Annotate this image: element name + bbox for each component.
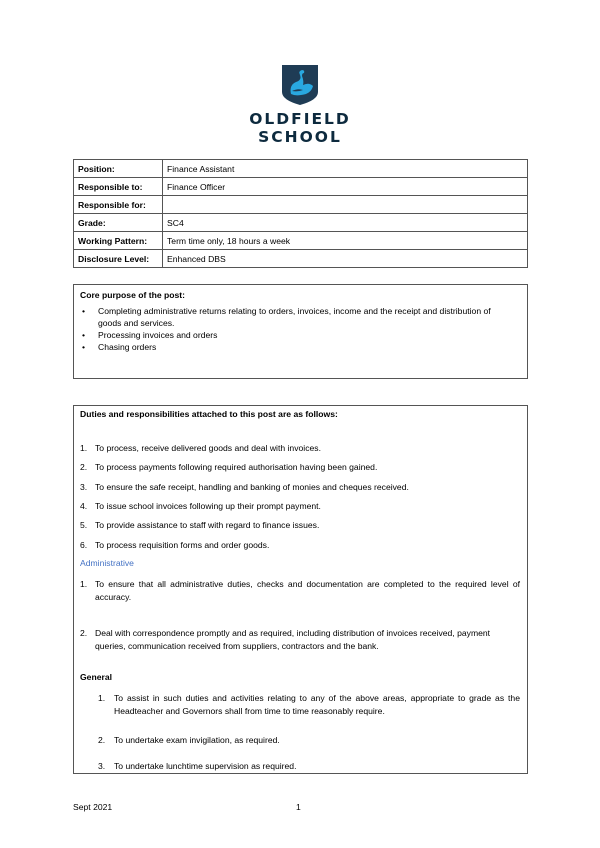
info-value: Finance Officer (163, 178, 528, 196)
info-key: Working Pattern: (74, 232, 163, 250)
table-row (74, 160, 528, 178)
general-heading: General (80, 672, 113, 682)
school-name-line2: SCHOOL (258, 128, 342, 146)
footer-date: Sept 2021 (73, 802, 113, 812)
admin-duty-item: 1. To ensure that all administrative duties, checks and documentation are completed to the required level of accuracy. (80, 579, 520, 602)
page-number: 1 (296, 802, 301, 812)
core-purpose-list (80, 305, 510, 353)
bullet-icon: • (82, 330, 86, 340)
post-info-table (73, 159, 528, 268)
duty-item: 6. To process requisition forms and order goods. (80, 540, 270, 550)
admin-duty-item: 2. Deal with correspondence promptly and as required, including distribution of invoices received, payment queries, communication received from suppliers, contractors and the bank. (80, 628, 491, 651)
bullet-icon: • (82, 306, 86, 316)
table-row (74, 232, 528, 250)
info-key: Position: (74, 160, 163, 178)
duty-item: 3. To ensure the safe receipt, handling and banking of monies and cheques received. (80, 482, 409, 492)
list-item: • Completing administrative returns relating to orders, invoices, income and the receipt and distribution of goods and services. (82, 306, 491, 328)
info-key: Grade: (74, 214, 163, 232)
table-row (74, 250, 528, 268)
info-key: Disclosure Level: (74, 250, 163, 268)
duties-title: Duties and responsibilities attached to this post are as follows: (80, 409, 338, 419)
info-value: Enhanced DBS (163, 250, 528, 268)
core-purpose-box (73, 284, 528, 379)
school-logo (0, 64, 600, 146)
swan-crest-icon (281, 64, 319, 106)
info-value: Finance Assistant (163, 160, 528, 178)
general-duty-item: 3. To undertake lunchtime supervision as required. (98, 761, 297, 771)
table-row (74, 214, 528, 232)
administrative-heading: Administrative (80, 558, 134, 568)
core-purpose-title: Core purpose of the post: (80, 290, 186, 300)
duty-item: 2. To process payments following required authorisation having been gained. (80, 462, 378, 472)
list-item: • Chasing orders (82, 342, 157, 352)
list-item: • Processing invoices and orders (82, 330, 218, 340)
duty-item: 1. To process, receive delivered goods and deal with invoices. (80, 443, 321, 453)
info-key: Responsible to: (74, 178, 163, 196)
info-key: Responsible for: (74, 196, 163, 214)
duty-item: 4. To issue school invoices following up their prompt payment. (80, 501, 321, 511)
table-row (74, 178, 528, 196)
duty-item: 5. To provide assistance to staff with regard to finance issues. (80, 520, 320, 530)
school-name (0, 110, 600, 146)
bullet-icon: • (82, 342, 86, 352)
duties-box (73, 405, 528, 774)
school-name-line1: OLDFIELD (249, 110, 351, 128)
info-value: SC4 (163, 214, 528, 232)
info-value: Term time only, 18 hours a week (163, 232, 528, 250)
general-duty-item: 1. To assist in such duties and activities relating to any of the above areas, appropriate to grade as the Headteacher and Governors shall from time to time reasonably require. (98, 693, 520, 716)
general-duty-item: 2. To undertake exam invigilation, as required. (98, 735, 280, 745)
table-row (74, 196, 528, 214)
info-value (163, 196, 528, 214)
